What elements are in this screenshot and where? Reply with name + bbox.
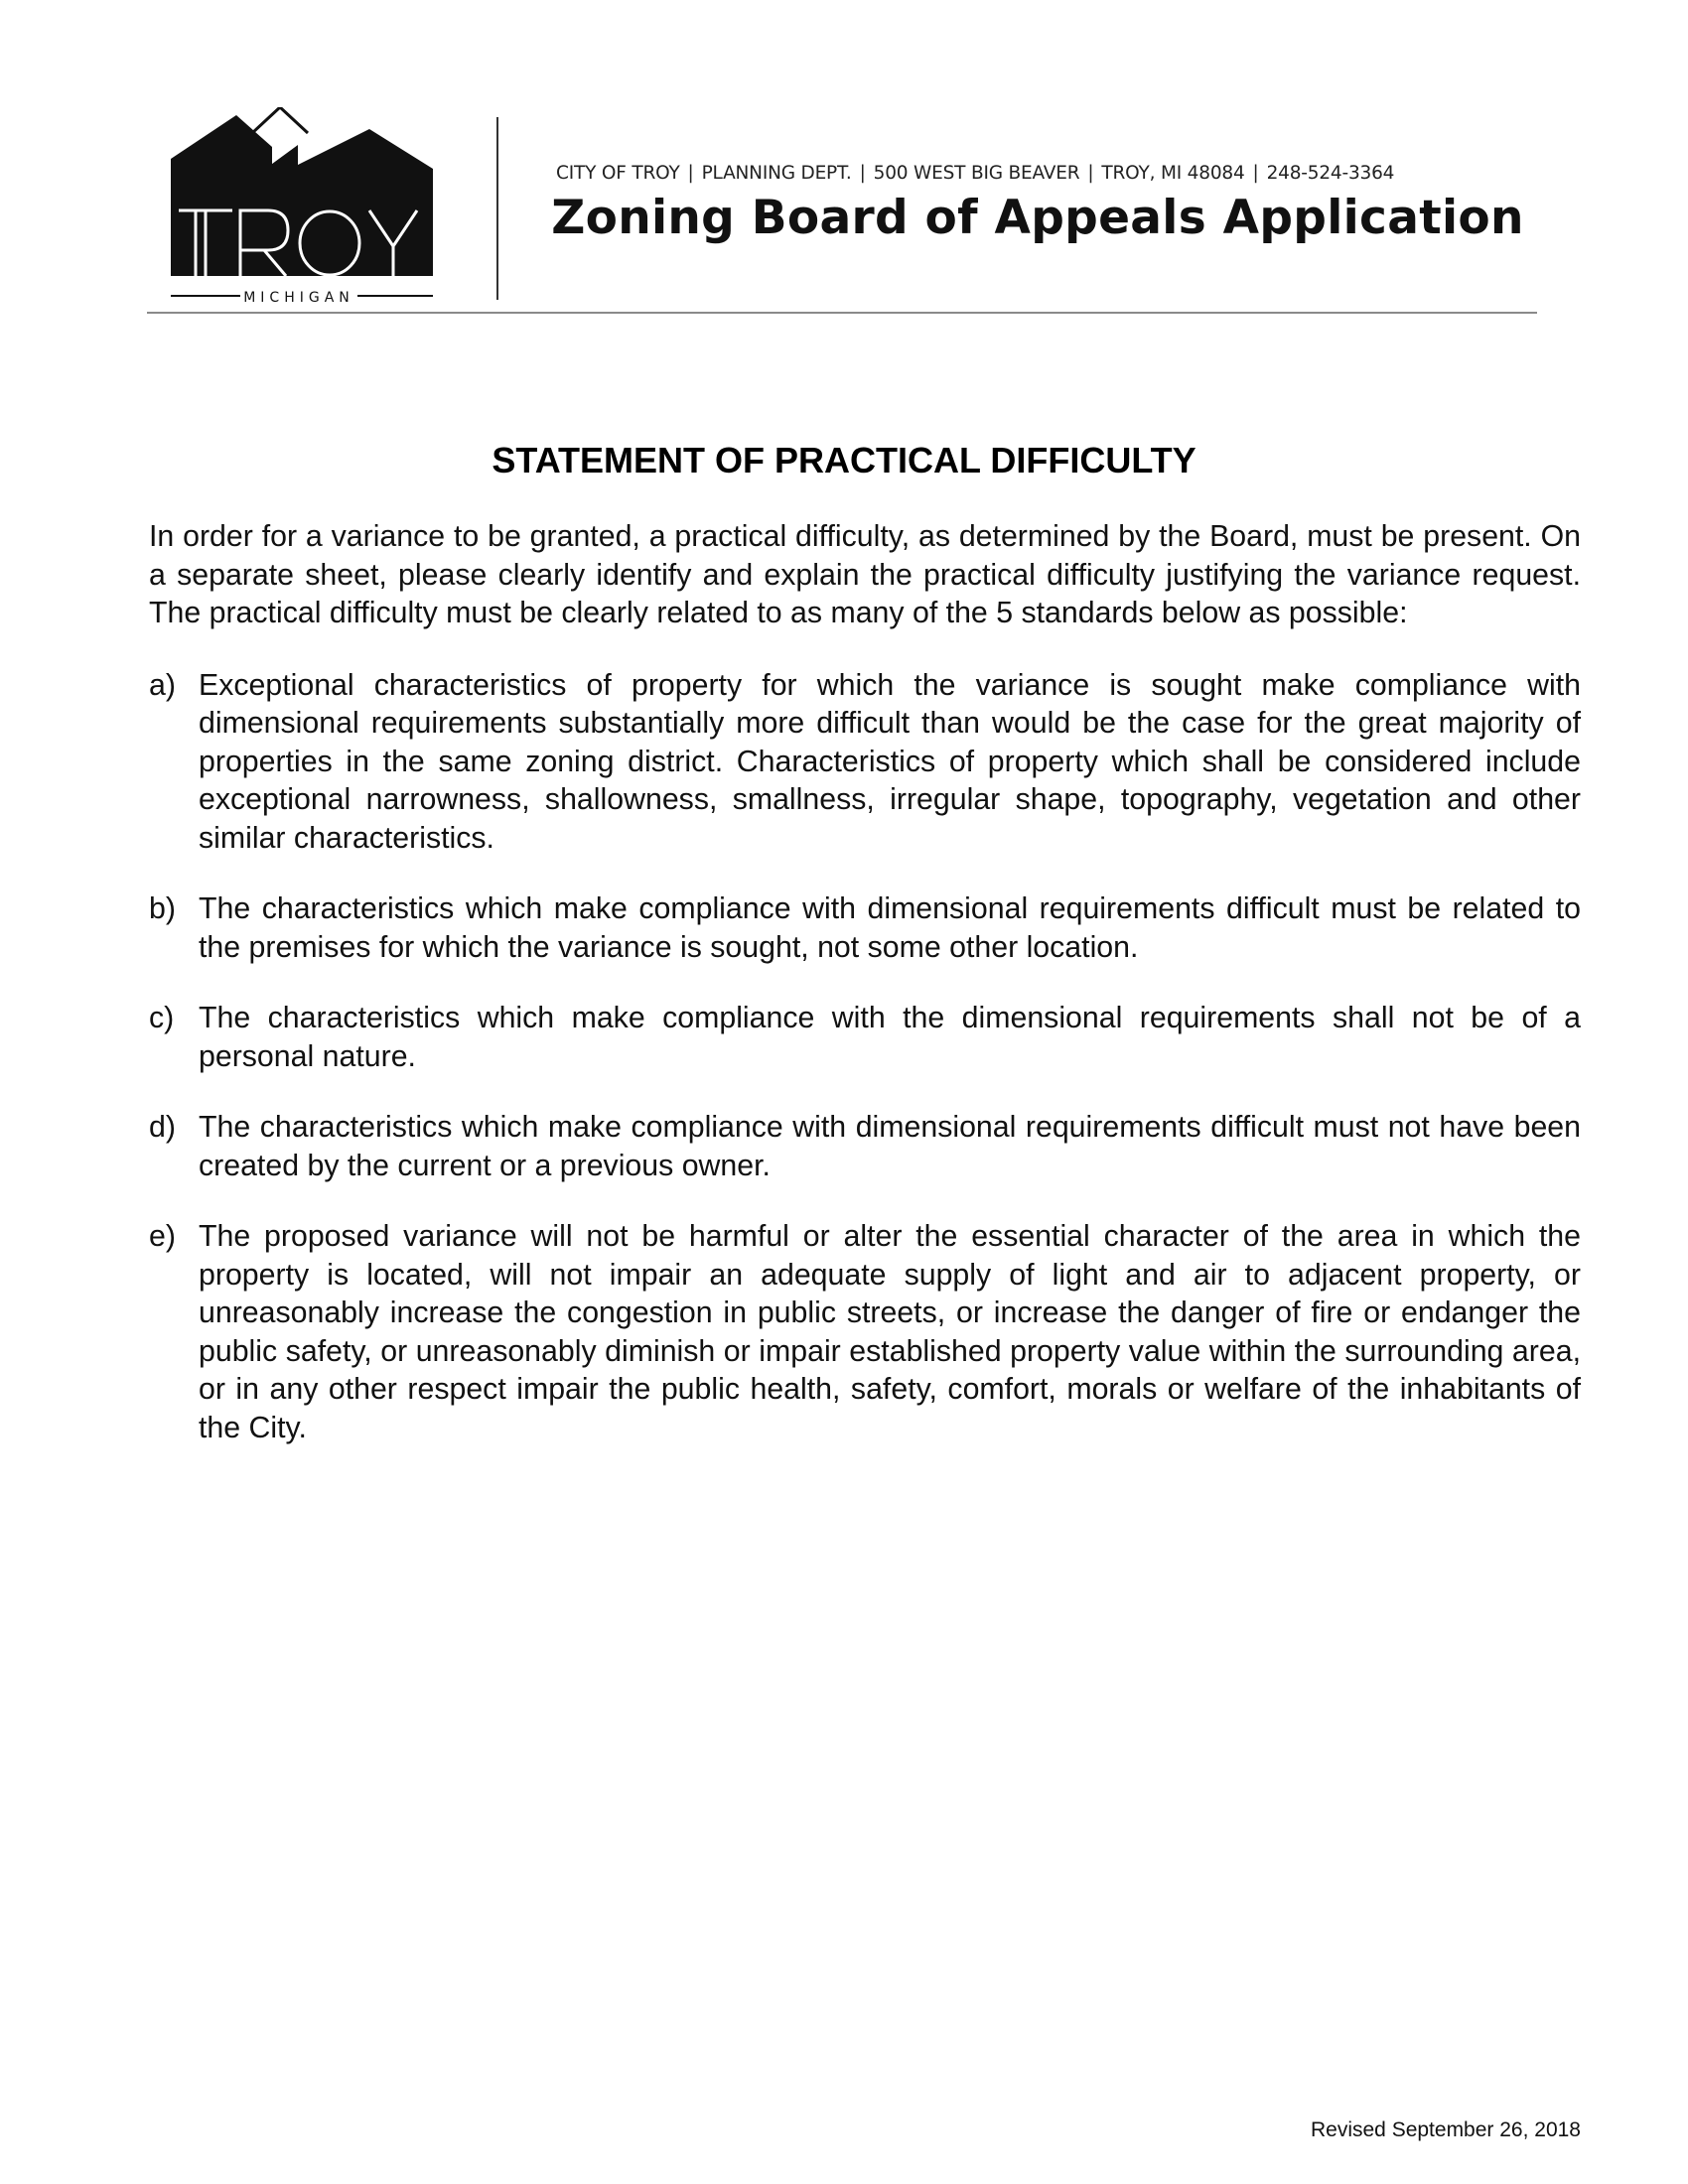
address-department: PLANNING DEPT. (701, 163, 852, 184)
standard-item-c (149, 1000, 1581, 1076)
address-phone: 248-524-3364 (1266, 163, 1395, 184)
standard-marker: c) (149, 1002, 175, 1034)
troy-michigan-logo (149, 107, 447, 306)
address-separator: | (687, 163, 694, 184)
standard-marker: e) (149, 1220, 176, 1253)
standard-item-e (149, 1218, 1581, 1447)
address-city: CITY OF TROY (556, 163, 680, 184)
address-separator: | (859, 163, 866, 184)
standard-marker: d) (149, 1111, 176, 1144)
troy-logo-graphic (149, 107, 447, 306)
header-address-line (556, 163, 1549, 184)
standard-text: The characteristics which make compliance with dimensional requirements difficult must not have been created by the current or a previous owner. (199, 1111, 1581, 1182)
document-body (149, 518, 1581, 1480)
address-city-state-zip: TROY, MI 48084 (1101, 163, 1245, 184)
standard-item-b (149, 890, 1581, 967)
header-vertical-divider (496, 117, 498, 300)
standard-item-d (149, 1109, 1581, 1185)
standard-text: Exceptional characteristics of property for which the variance is sought make compliance with dimensional requirements substantially more difficult than would be the case for the great majority of properties in the same zoning district. Characteristics of property which shall be considered include exceptional narrowness, shallowness, smallness, irregular shape, topography, vegetation and other similar characteristics. (199, 668, 1581, 855)
document-heading: STATEMENT OF PRACTICAL DIFFICULTY (492, 440, 1196, 480)
standard-item-a (149, 667, 1581, 859)
address-separator: | (1087, 163, 1094, 184)
intro-paragraph: In order for a variance to be granted, a practical difficulty, as determined by the Board, must be present. On a separate sheet, please clearly identify and explain the practical difficulty justifying the variance request. The practical difficulty must be clearly related to as many of the 5 standards below as possible: (149, 520, 1581, 629)
standards-list (149, 667, 1581, 1448)
standard-text: The characteristics which make compliance with dimensional requirements difficult must be related to the premises for which the variance is sought, not some other location. (199, 892, 1581, 964)
logo-subtitle: MICHIGAN (243, 290, 354, 306)
standard-text: The characteristics which make compliance with the dimensional requirements shall not be of a personal nature. (199, 1002, 1581, 1073)
header-horizontal-rule (147, 312, 1537, 314)
standard-marker: a) (149, 668, 176, 702)
address-separator: | (1252, 163, 1259, 184)
standard-text: The proposed variance will not be harmful or alter the essential character of the area in which the property is located, will not impair an adequate supply of light and air to adjacent property, or unreasonably increase the congestion in public streets, or increase the danger of fire or endanger the public safety, or unreasonably diminish or impair established property value within the surrounding area, or in any other respect impair the public health, safety, comfort, morals or welfare of the inhabitants of the City. (199, 1220, 1581, 1444)
revision-date: Revised September 26, 2018 (1310, 2118, 1581, 2141)
application-title: Zoning Board of Appeals Application (551, 191, 1524, 245)
standard-marker: b) (149, 892, 176, 925)
address-street: 500 WEST BIG BEAVER (873, 163, 1080, 184)
